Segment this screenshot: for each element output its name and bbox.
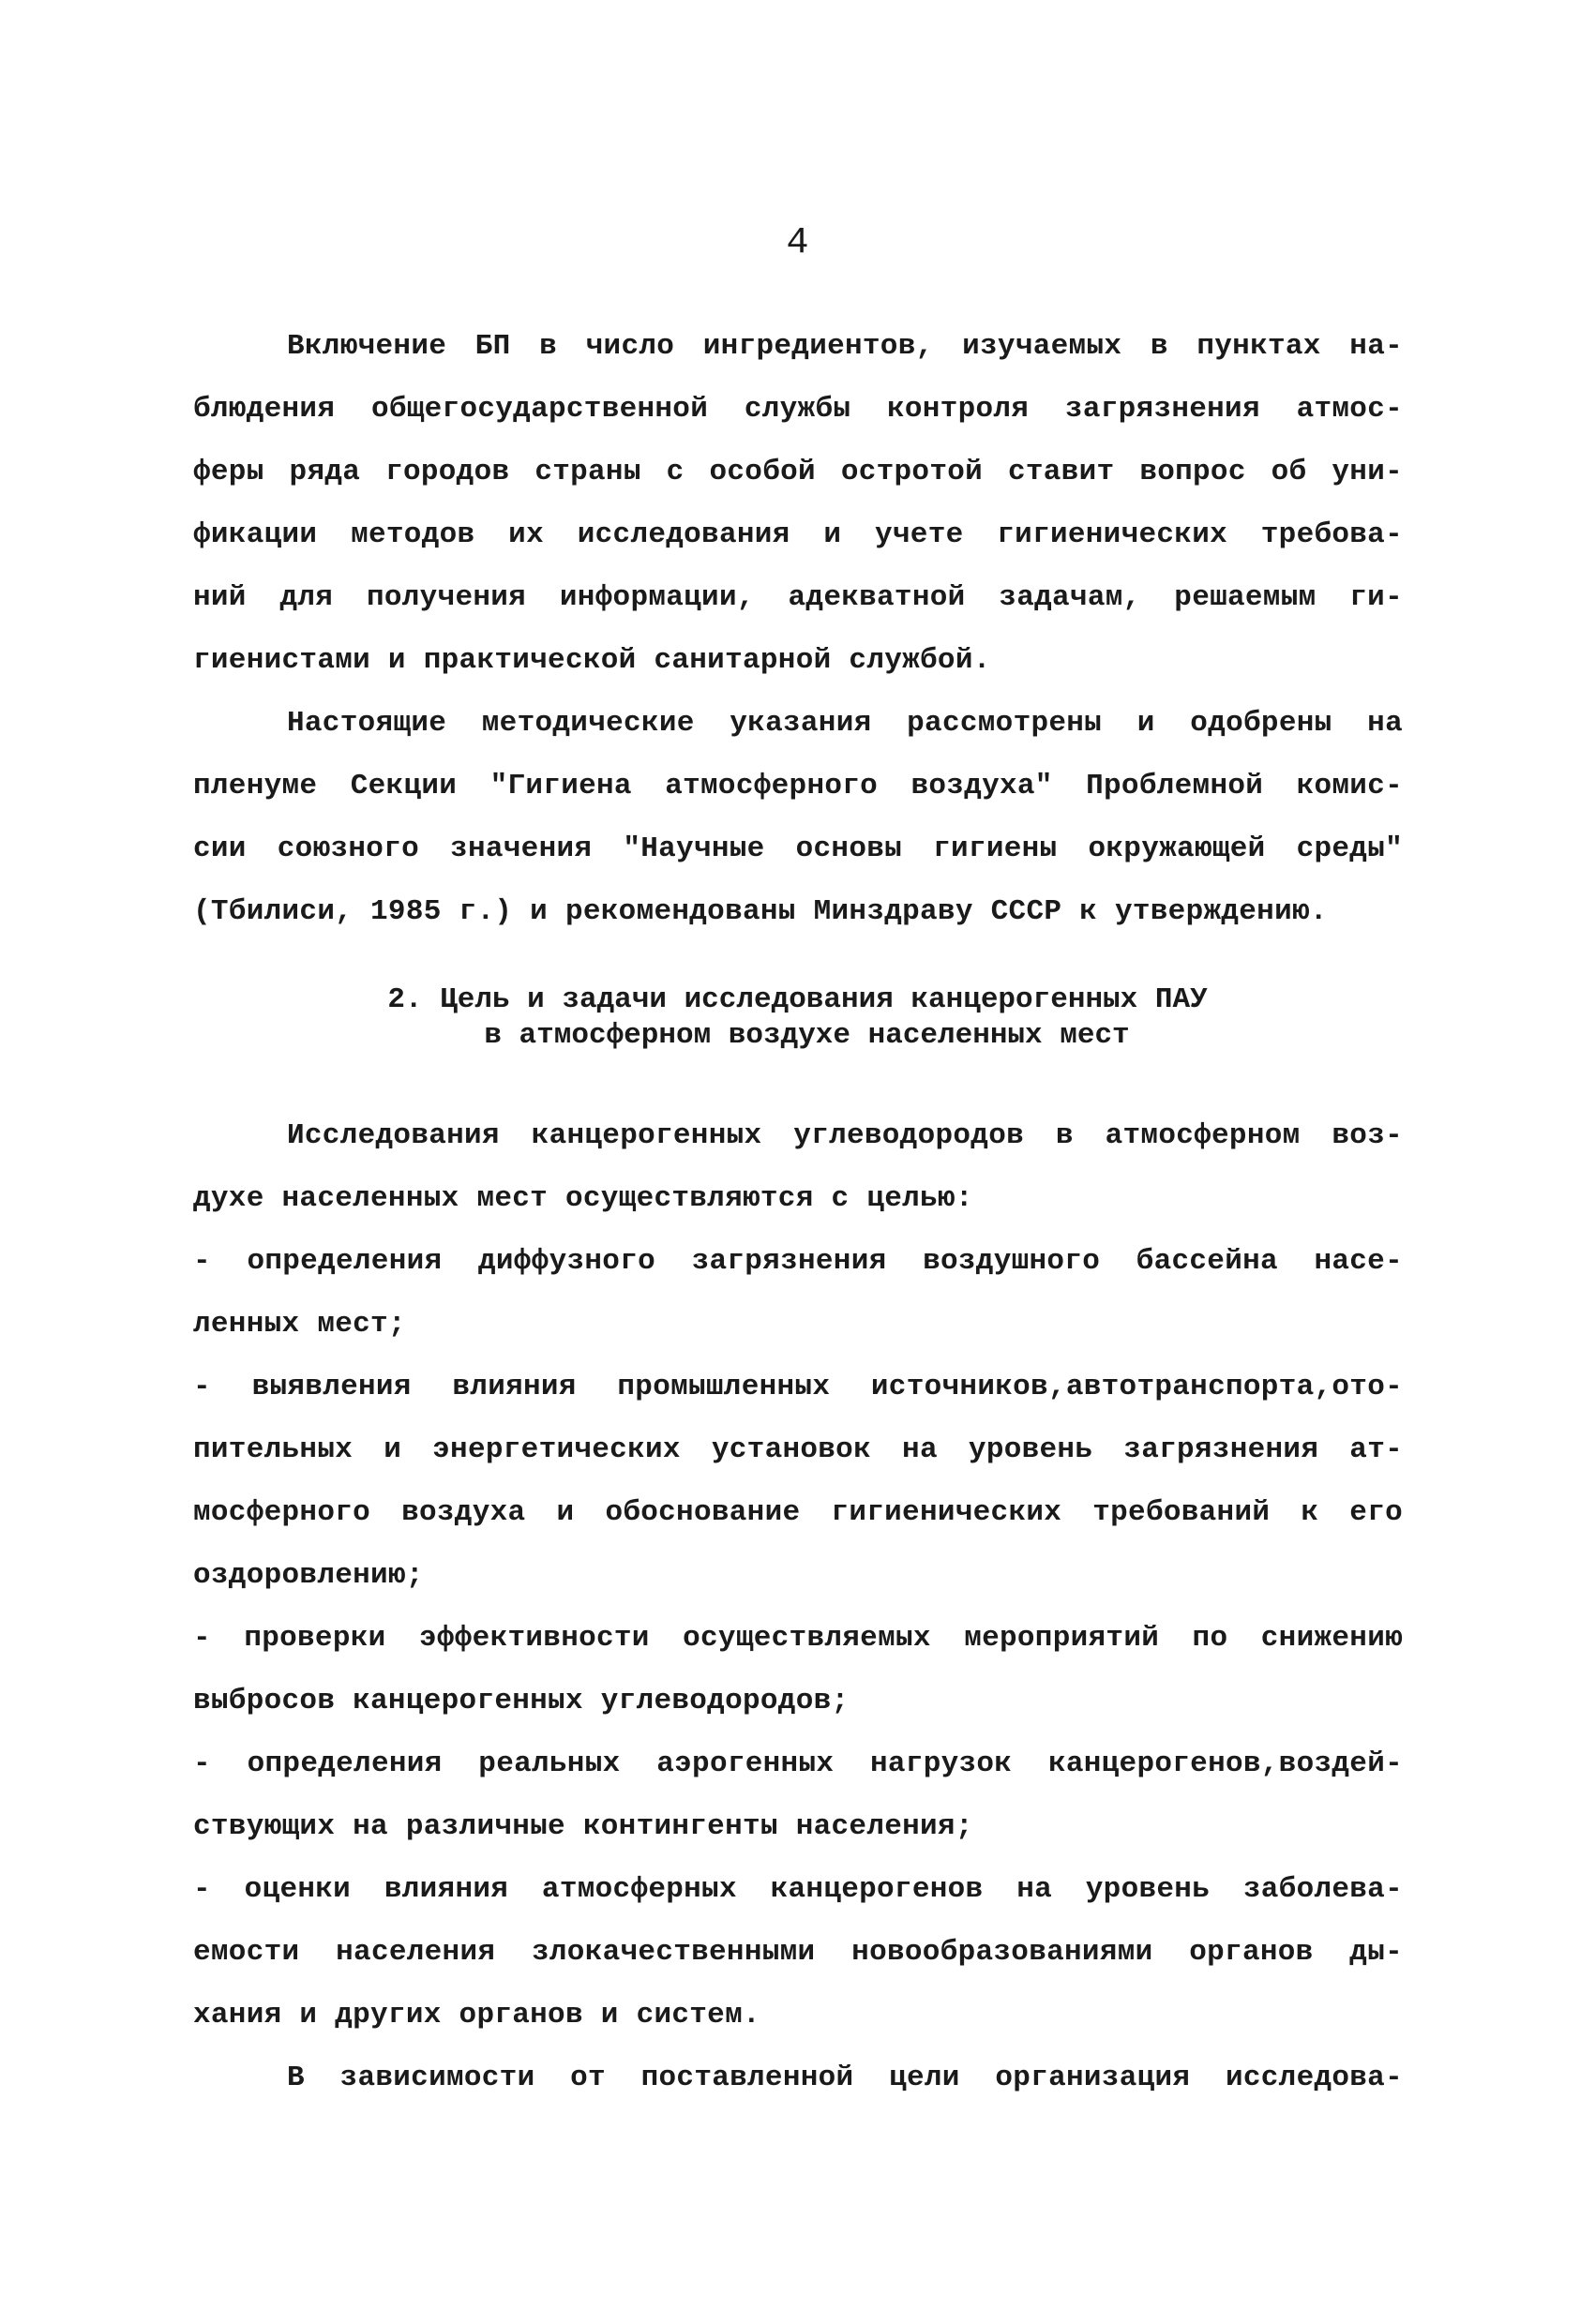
paragraph-line: ленных мест; xyxy=(193,1308,406,1341)
paragraph-line: гиенистами и практической санитарной службой. xyxy=(193,644,991,677)
paragraph-line: ний для получения информации, адекватной задачам, решаемым ги- xyxy=(193,581,1403,614)
paragraph-line: пительных и энергетических установок на уровень загрязнения ат- xyxy=(193,1433,1403,1466)
paragraph-line: Включение БП в число ингредиентов, изучаемых в пунктах на- xyxy=(287,330,1403,363)
intro-paragraph-2 xyxy=(193,692,1403,943)
page-number: 4 xyxy=(786,222,809,264)
paragraph-line: выбросов канцерогенных углеводородов; xyxy=(193,1685,850,1717)
paragraph-line: Настоящие методические указания рассмотрены и одобрены на xyxy=(287,707,1403,740)
section-body xyxy=(193,1104,1403,2109)
section-heading-line-2: в атмосферном воздухе населенных мест xyxy=(484,1019,1130,1052)
paragraph-line: хания и других органов и систем. xyxy=(193,1999,760,2032)
list-item-line: - выявления влияния промышленных источников,автотранспорта,ото- xyxy=(193,1371,1403,1403)
paragraph-line: фикации методов их исследования и учете гигиенических требова- xyxy=(193,518,1403,551)
paragraph-line: феры ряда городов страны с особой остротой ставит вопрос об уни- xyxy=(193,456,1403,488)
paragraph-line: емости населения злокачественными новообразованиями органов ды- xyxy=(193,1936,1403,1969)
section-heading xyxy=(0,982,1595,1054)
list-item-line: - проверки эффективности осуществляемых мероприятий по снижению xyxy=(193,1622,1403,1655)
paragraph-line: Исследования канцерогенных углеводородов в атмосферном воз- xyxy=(287,1119,1403,1152)
paragraph-line: В зависимости от поставленной цели организация исследова- xyxy=(287,2062,1403,2094)
paragraph-line: мосферного воздуха и обоснование гигиенических требований к его xyxy=(193,1496,1403,1529)
paragraph-line: пленуме Секции "Гигиена атмосферного воздуха" Проблемной комис- xyxy=(193,770,1403,802)
list-item-line: - определения диффузного загрязнения воздушного бассейна насе- xyxy=(193,1245,1403,1278)
paragraph-line: блюдения общегосударственной службы контроля загрязнения атмос- xyxy=(193,393,1403,426)
list-item-line: - оценки влияния атмосферных канцерогенов на уровень заболева- xyxy=(193,1873,1403,1906)
paragraph-line: духе населенных мест осуществляются с целью: xyxy=(193,1182,973,1215)
paragraph-line: (Тбилиси, 1985 г.) и рекомендованы Минздраву СССР к утверждению. xyxy=(193,895,1328,928)
paragraph-line: сии союзного значения "Научные основы гигиены окружающей среды" xyxy=(193,832,1403,865)
intro-paragraph-1 xyxy=(193,315,1403,692)
section-heading-line-1: 2. Цель и задачи исследования канцерогенных ПАУ xyxy=(387,983,1208,1016)
paragraph-line: оздоровлению; xyxy=(193,1559,424,1592)
list-item-line: - определения реальных аэрогенных нагрузок канцерогенов,воздей- xyxy=(193,1747,1403,1780)
paragraph-line: ствующих на различные контингенты населения; xyxy=(193,1810,973,1843)
